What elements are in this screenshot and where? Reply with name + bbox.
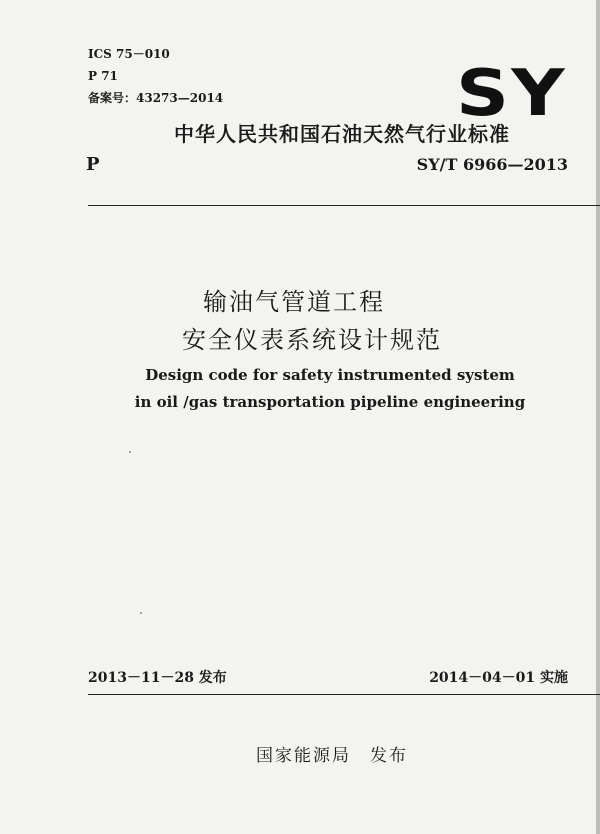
industry-standard-title: 中华人民共和国石油天然气行业标准 (174, 122, 510, 146)
implementation-date: 2014－04－01 实施 (429, 670, 568, 686)
title-cn-line1: 输油气管道工程 (203, 288, 385, 316)
standard-number: SY/T 6966—2013 (416, 155, 568, 174)
record-number: 备案号：43273—2014 (88, 91, 224, 105)
publisher: 国家能源局 发布 (256, 746, 408, 766)
ics-code: ICS 75－010 (88, 47, 170, 61)
title-en-line1: Design code for safety instrumented system (145, 366, 515, 384)
page-edge (596, 0, 600, 834)
top-divider (88, 205, 600, 206)
sy-logo: SY (456, 57, 567, 131)
title-cn-line2: 安全仪表系统设计规范 (182, 326, 442, 354)
category-letter: P (86, 154, 100, 175)
classification-code: P 71 (88, 69, 118, 83)
bottom-divider (88, 694, 600, 695)
issue-date: 2013－11－28 发布 (88, 670, 227, 686)
scan-speck (129, 451, 131, 453)
scan-speck (140, 612, 142, 614)
title-en-line2: in oil /gas transportation pipeline engineering (134, 393, 526, 411)
